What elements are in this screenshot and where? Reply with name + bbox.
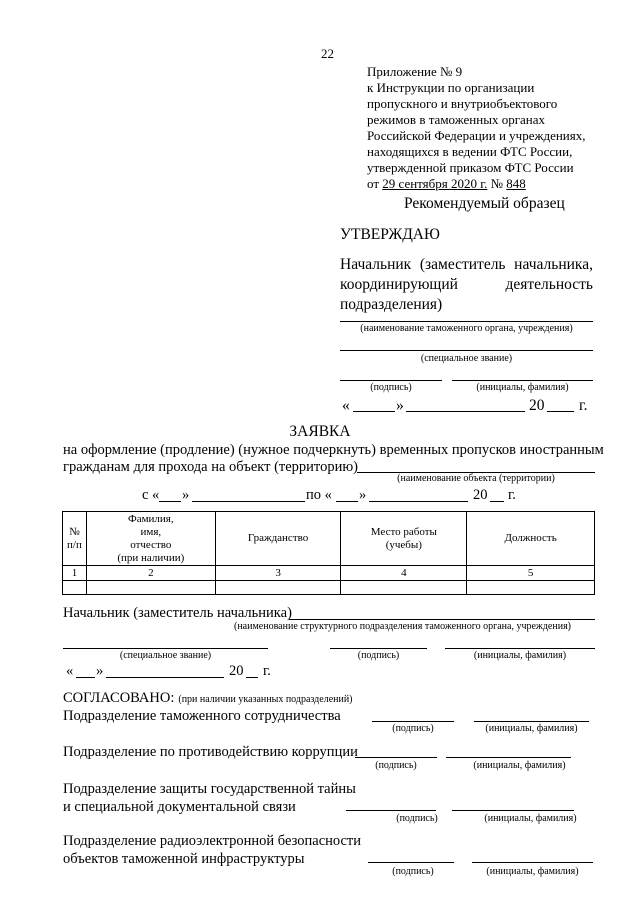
approve-title: УТВЕРЖДАЮ (340, 226, 440, 243)
document-page: 22 Приложение № 9 к Инструкции по организации пропускного и внутриобъектового режимов в таможенных органах Российской Федерации и учреждениях, находящихся в ведении ФТС России, утвержденной приказом ФТС России от 29 сентября 2020 г. № 848 Рекомендуемый образец УТВЕРЖДАЮ Начальник (заместитель начальника, координирующий деятельность подразделения) (наименование таможенного органа, учреждения) (специальное звание) (подпись) (инициалы, фамилия) « » 20 г. ЗАЯВКА на оформление (продление) (нужное подчеркнуть) временных пропусков иностранным гражданам для прохода на объект (территорию) (наименование объекта (территории) с « » по « » 20 г. № п/п Фамилия, имя, отчество (при наличии) Гражданство Место работы (учебы) Должность 1 2 3 4 5 Начальник (заместитель начальника) (наименование структурного подразделения таможенного органа, учреждения) (специальное звание) (подпись) (инициалы, фамилия) « » 20 г. СОГЛАСОВАНО: (при наличии указанных подразделений) Подразделение таможенного сотрудничества (подпись) (инициалы, фамилия) Подразделение по противодействию коррупции (подпись) (инициалы, фамилия) Подразделение защиты государственной тайны и специальной документальной связи (подпись) (инициалы, фамилия) Подразделение радиоэлектронной безопасности объектов таможенной инфраструктуры (подпись) (инициалы, фамилия) (0, 0, 640, 905)
header-number: № п/п (63, 512, 87, 566)
rank-hint: (специальное звание) (420, 353, 513, 364)
order-date-line: от 29 сентября 2020 г. № 848 (367, 176, 526, 191)
agreed-signature-hint: (подпись) (396, 813, 438, 824)
applicants-table (62, 511, 595, 595)
table-cell: 2 (86, 566, 215, 581)
appendix-line: находящихся в ведении ФТС России, (367, 144, 573, 159)
to-day-line[interactable] (336, 501, 358, 502)
agreed-full-name-hint: (инициалы, фамилия) (486, 866, 579, 877)
approve-year-line[interactable] (547, 411, 574, 412)
table-cell[interactable] (86, 581, 215, 595)
signature-hint: (подпись) (370, 382, 412, 393)
table-cell: 5 (467, 566, 595, 581)
header-full-name: Фамилия, имя, отчество (при наличии) (86, 512, 215, 566)
agreed-unit-customs-cooperation: Подразделение таможенного сотрудничества (63, 708, 341, 724)
full-name-hint: (инициалы, фамилия) (476, 382, 569, 393)
approve-position: Начальник (заместитель начальника, координирующий деятельность подразделения) (340, 256, 593, 313)
agreed-heading (63, 689, 353, 707)
head-rank-line[interactable] (63, 648, 268, 649)
table-cell[interactable] (63, 581, 87, 595)
to-month-line[interactable] (369, 501, 468, 502)
agreed-title: СОГЛАСОВАНО: (63, 690, 175, 706)
agreed-signature-line[interactable] (372, 721, 454, 722)
unit-name-line[interactable] (289, 619, 595, 620)
agreed-signature-line[interactable] (346, 810, 436, 811)
application-line-2: гражданам для прохода на объект (территорию) (63, 459, 358, 475)
order-number: 848 (506, 176, 526, 191)
agreed-unit-state-secret: Подразделение защиты государственной тайны и специальной документальной связи (63, 781, 356, 815)
approve-day-line[interactable] (353, 411, 395, 412)
table-cell[interactable] (341, 581, 467, 595)
agreed-unit-anticorruption: Подразделение по противодействию коррупции (63, 744, 358, 760)
agreed-full-name-hint: (инициалы, фамилия) (484, 813, 577, 824)
head-rank-hint: (специальное звание) (119, 650, 212, 661)
application-line-1: на оформление (продление) (нужное подчеркнуть) временных пропусков иностранным (63, 442, 604, 458)
order-date: 29 сентября 2020 г. (382, 176, 488, 191)
header-workplace: Место работы (учебы) (341, 512, 467, 566)
agreed-note: (при наличии указанных подразделений) (178, 694, 353, 705)
table-cell: 3 (215, 566, 341, 581)
page-number: 22 (321, 46, 334, 61)
to-year-line[interactable] (490, 501, 504, 502)
approve-month-line[interactable] (406, 411, 525, 412)
table-cell: 4 (341, 566, 467, 581)
head-full-name-hint: (инициалы, фамилия) (473, 650, 567, 661)
agreed-signature-hint: (подпись) (392, 723, 434, 734)
head-year-line[interactable] (246, 677, 258, 678)
rank-line[interactable] (340, 350, 593, 351)
appendix-line: утвержденной приказом ФТС России (367, 160, 574, 175)
from-month-line[interactable] (192, 501, 305, 502)
agreed-full-name-line[interactable] (474, 721, 589, 722)
signature-line[interactable] (340, 380, 442, 381)
agreed-signature-hint: (подпись) (392, 866, 434, 877)
head-signature-line[interactable] (330, 648, 427, 649)
table-header-row (63, 512, 595, 566)
agreed-signature-line[interactable] (355, 757, 437, 758)
appendix-line: Российской Федерации и учреждениях, (367, 128, 586, 143)
agreed-full-name-hint: (инициалы, фамилия) (473, 760, 566, 771)
header-citizenship: Гражданство (215, 512, 341, 566)
object-name-hint: (наименование объекта (территории) (397, 473, 555, 484)
agreed-signature-hint: (подпись) (375, 760, 417, 771)
appendix-line: к Инструкции по организации (367, 80, 535, 95)
agreed-full-name-line[interactable] (452, 810, 574, 811)
agreed-full-name-line[interactable] (446, 757, 571, 758)
from-day-line[interactable] (159, 501, 181, 502)
appendix-line: Приложение № 9 (367, 64, 463, 79)
full-name-line[interactable] (452, 380, 593, 381)
agreed-signature-line[interactable] (368, 862, 454, 863)
table-cell[interactable] (215, 581, 341, 595)
appendix-line: пропускного и внутриобъектового (367, 96, 558, 111)
application-title: ЗАЯВКА (289, 423, 351, 440)
unit-name-hint: (наименование структурного подразделения таможенного органа, учреждения) (234, 621, 571, 632)
appendix-line: режимов в таможенных органах (367, 112, 546, 127)
head-full-name-line[interactable] (445, 648, 595, 649)
table-row[interactable] (63, 581, 595, 595)
header-position: Должность (467, 512, 595, 566)
org-name-hint: (наименование таможенного органа, учреждения) (360, 323, 573, 334)
agreed-full-name-line[interactable] (472, 862, 593, 863)
recommended-sample: Рекомендуемый образец (404, 195, 565, 212)
table-cell[interactable] (467, 581, 595, 595)
head-day-line[interactable] (76, 677, 95, 678)
agreed-full-name-hint: (инициалы, фамилия) (485, 723, 578, 734)
head-signature-hint: (подпись) (357, 650, 400, 661)
table-numbering-row (63, 566, 595, 581)
agreed-unit-radio-security: Подразделение радиоэлектронной безопасности объектов таможенной инфраструктуры (63, 833, 362, 867)
appendix-block (367, 64, 607, 192)
head-label: Начальник (заместитель начальника) (63, 605, 292, 621)
table-cell: 1 (63, 566, 87, 581)
head-month-line[interactable] (106, 677, 224, 678)
org-name-line[interactable] (340, 321, 593, 322)
